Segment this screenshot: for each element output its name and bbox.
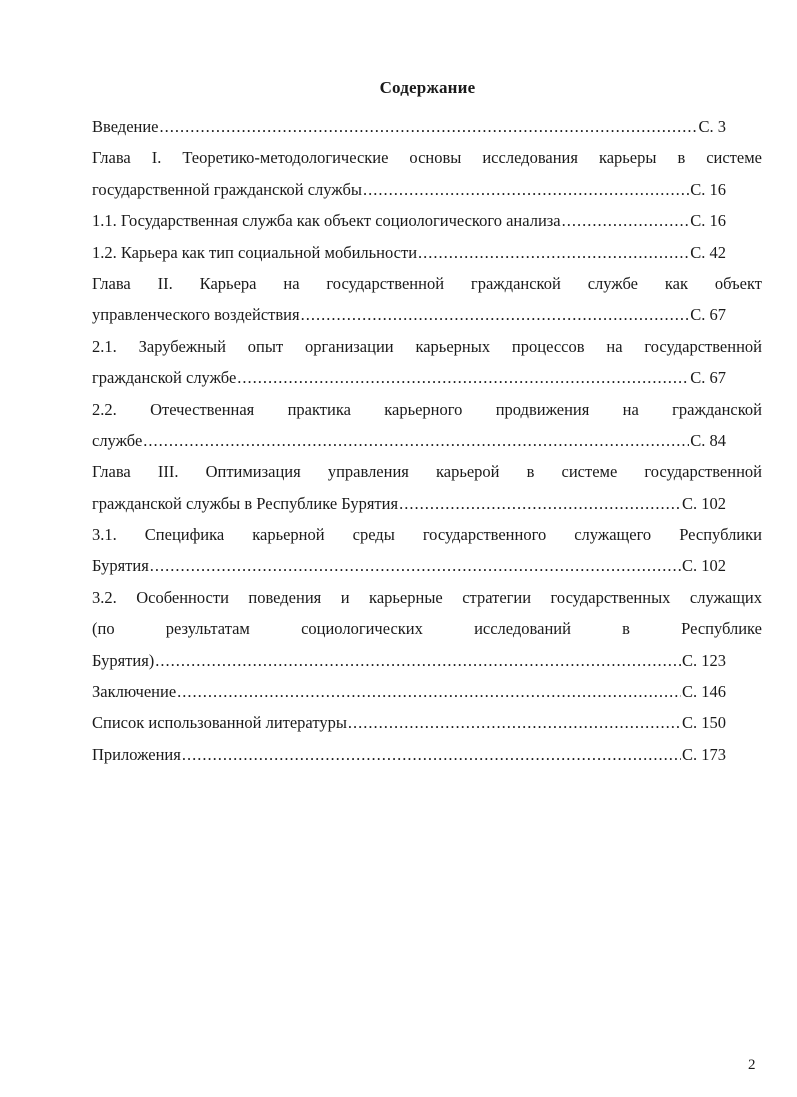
toc-entry (92, 456, 762, 519)
toc-entry-line: Глава I. Теоретико-методологические основы исследования карьеры в системе (92, 148, 762, 168)
toc-entry-title: Список использованной литературы (92, 713, 347, 733)
toc-leader-dots (182, 739, 681, 770)
toc-page-ref: С. 3 (698, 117, 726, 136)
toc-page-ref: С. 16 (690, 179, 726, 199)
toc-entry-line: 3.1. Специфика карьерной среды государственного служащего Республики (92, 525, 762, 545)
toc-leader-dots (155, 645, 681, 676)
toc-entry (92, 142, 762, 205)
toc-entry-last-line (92, 645, 762, 676)
toc-entry-last-line (92, 237, 762, 268)
toc-entry-line: (по результатам социологических исследований в Республике (92, 619, 762, 639)
toc-entry-last-line (92, 676, 762, 707)
toc-entry-last-line (92, 425, 762, 456)
table-of-contents (92, 111, 762, 770)
toc-leader-dots (418, 237, 689, 268)
toc-page-ref: С. 16 (690, 211, 726, 231)
toc-leader-dots (150, 550, 681, 581)
toc-page-ref: С. 67 (690, 368, 726, 388)
toc-page-ref: С. 102 (681, 556, 726, 576)
toc-page-ref: С. 67 (690, 305, 726, 325)
page-number: 2 (748, 1057, 756, 1073)
toc-leader-dots (363, 174, 689, 205)
toc-leader-dots (143, 425, 689, 456)
toc-page-ref: С. 173 (681, 744, 726, 764)
toc-entry-last-line (92, 362, 762, 393)
toc-entry-title: 1.1. Государственная служба как объект социологического анализа (92, 211, 561, 231)
toc-entry (92, 205, 762, 236)
toc-entry-title: управленческого воздействия (92, 305, 300, 325)
toc-leader-dots (177, 676, 681, 707)
toc-leader-dots (160, 111, 698, 142)
toc-entry-line: Глава III. Оптимизация управления карьерой в системе государственной (92, 462, 762, 482)
toc-entry-line: 2.1. Зарубежный опыт организации карьерных процессов на государственной (92, 336, 762, 356)
toc-entry-last-line (92, 739, 762, 770)
toc-entry-line: Глава II. Карьера на государственной гражданской службе как объект (92, 273, 762, 293)
toc-entry-last-line (92, 550, 762, 581)
toc-entry-title: Заключение (92, 682, 177, 702)
toc-entry-line: 2.2. Отечественная практика карьерного продвижения на гражданской (92, 399, 762, 419)
toc-entry-title: гражданской службы в Республике Бурятия (92, 493, 399, 513)
toc-entry-title: гражданской службе (92, 368, 237, 388)
toc-entry (92, 394, 762, 457)
toc-entry (92, 331, 762, 394)
toc-entry (92, 739, 762, 770)
toc-page-ref: С. 84 (690, 430, 726, 450)
toc-page-ref: С. 146 (681, 682, 726, 702)
toc-page-ref: С. 42 (690, 242, 726, 262)
toc-entry-last-line (92, 111, 762, 142)
toc-entry-last-line (92, 707, 762, 738)
toc-entry (92, 676, 762, 707)
toc-entry-last-line (92, 299, 762, 330)
toc-entry (92, 519, 762, 582)
toc-leader-dots (562, 205, 690, 236)
toc-entry (92, 582, 762, 676)
toc-leader-dots (237, 362, 689, 393)
toc-entry (92, 111, 762, 142)
toc-entry-last-line (92, 174, 762, 205)
toc-leader-dots (348, 707, 681, 738)
toc-leader-dots (399, 488, 681, 519)
toc-entry-title: Введение (92, 117, 159, 136)
toc-entry-title: 1.2. Карьера как тип социальной мобильности (92, 242, 418, 262)
page-title: Содержание (379, 78, 476, 97)
toc-entry-line: 3.2. Особенности поведения и карьерные стратегии государственных служащих (92, 587, 762, 607)
toc-page-ref: С. 150 (681, 713, 726, 733)
toc-entry-title: Бурятия) (92, 650, 155, 670)
toc-page-ref: С. 123 (681, 650, 726, 670)
toc-leader-dots (301, 299, 690, 330)
toc-entry (92, 268, 762, 331)
toc-entry-title: Приложения (92, 744, 181, 764)
toc-entry (92, 237, 762, 268)
toc-entry-last-line (92, 205, 762, 236)
toc-entry (92, 707, 762, 738)
toc-page-ref: С. 102 (681, 493, 726, 513)
toc-entry-title: государственной гражданской службы (92, 179, 362, 199)
toc-entry-title: службе (92, 430, 143, 450)
toc-entry-last-line (92, 488, 762, 519)
toc-entry-title: Бурятия (92, 556, 149, 576)
